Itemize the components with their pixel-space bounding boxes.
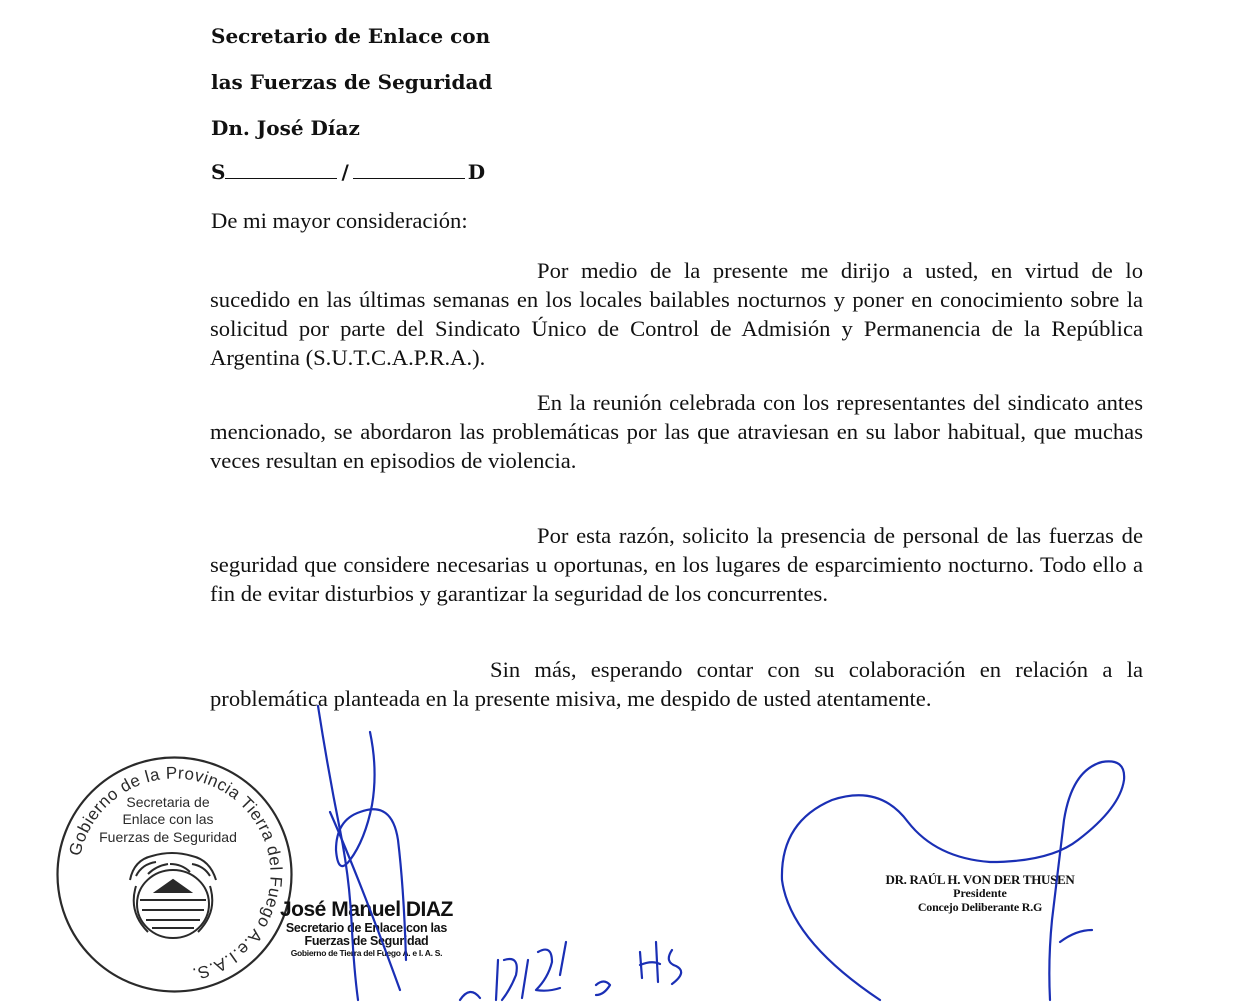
president-org: Concejo Deliberante R.G: [917, 900, 1043, 914]
paragraph-1: Por medio de la presente me dirijo a usted, en virtud de lo sucedido en las últimas semanas en los locales bailables nocturnos y poner en conocimiento sobre la solicitud por parte del Sindicato Único de Control de Admisión y Permanencia de la República Argentina (S.U.T.C.A.P.R.A.).: [210, 258, 1143, 370]
recipient-line-2: las Fuerzas de Seguridad: [211, 70, 493, 94]
signatory-stamp: [280, 898, 453, 959]
president-name: DR. RAÚL H. VON DER THUSEN: [885, 872, 1075, 887]
date-note: [460, 942, 681, 1000]
paragraph-4: Sin más, esperando contar con su colaboración en relación a la problemática planteada en la presente misiva, me despido de usted atentamente.: [210, 657, 1143, 711]
sd-d: D: [467, 160, 486, 184]
salutation: De mi mayor consideración:: [211, 208, 468, 233]
sd-blank-1: [225, 177, 337, 179]
sd-line: [211, 162, 485, 182]
seal-inner-line-2: Enlace con las: [122, 811, 214, 827]
seal-inner-line-3: Fuerzas de Seguridad: [99, 829, 237, 845]
signatory-org: Gobierno de Tierra del Fuego A. e I. A. S.: [290, 948, 443, 958]
sd-blank-2: [353, 177, 465, 179]
paragraph-2: En la reunión celebrada con los representantes del sindicato antes mencionado, se abordaron las problemáticas por las que atraviesan en su labor habitual, que muchas veces resultan en episodios de violencia.: [210, 390, 1143, 473]
coat-of-arms-icon: [130, 853, 216, 938]
seal-ring-text: Gobierno de la Provincia Tierra del Fuego A.e.I.A.S.: [65, 763, 286, 984]
recipient-line-1: Secretario de Enlace con: [211, 24, 491, 48]
seal-inner-line-1: Secretaria de: [126, 794, 210, 810]
president-stamp: [860, 872, 1100, 914]
paragraph-3: Por esta razón, solicito la presencia de personal de las fuerzas de seguridad que considere necesarias u oportunas, en los lugares de esparcimiento nocturno. Todo ello a fin de evitar disturbios y garantizar la seguridad de los concurrentes.: [210, 523, 1143, 606]
signatory-role-2: Fuerzas de Seguridad: [304, 934, 429, 948]
sd-s: S: [211, 160, 226, 184]
signatory-name: José Manuel DIAZ: [280, 898, 453, 921]
sd-slash: /: [341, 160, 349, 184]
official-seal: [52, 752, 297, 997]
president-title: Presidente: [953, 886, 1007, 900]
signatory-role-1: Secretario de Enlace con las: [285, 921, 447, 935]
recipient-name: Dn. José Díaz: [211, 116, 360, 140]
